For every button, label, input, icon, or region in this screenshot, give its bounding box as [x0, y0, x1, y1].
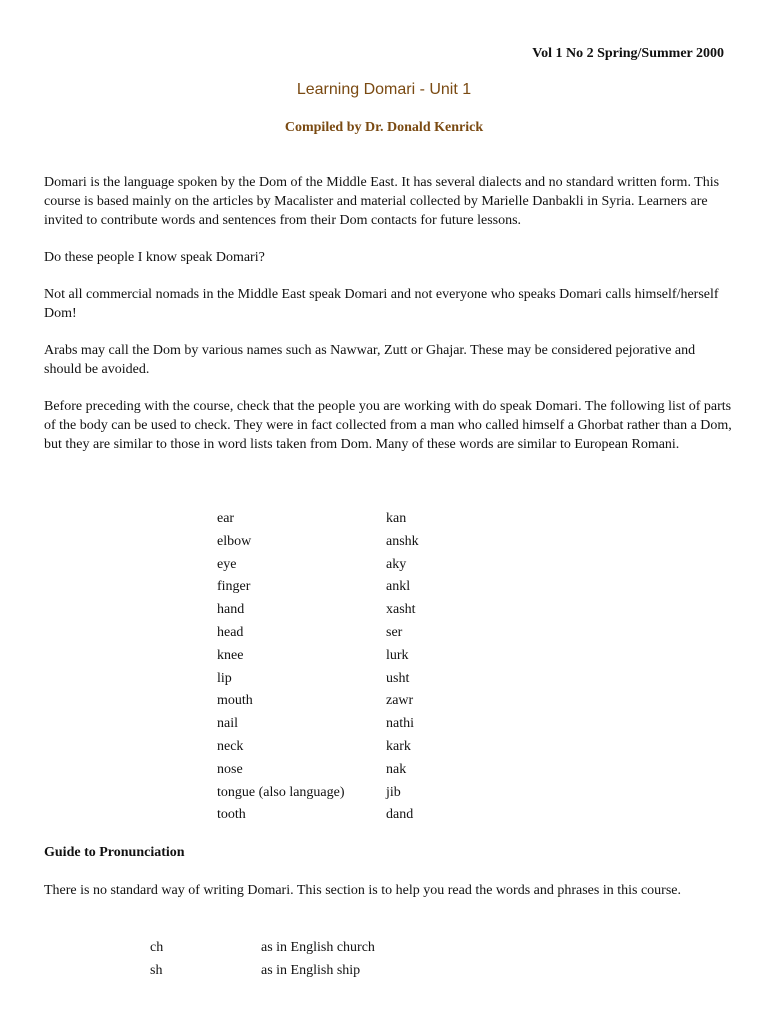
vocab-row [217, 509, 419, 532]
vocab-english: nail [217, 716, 238, 732]
vocab-english: head [217, 624, 244, 640]
vocab-row [217, 577, 419, 600]
vocab-row [217, 623, 419, 646]
paragraph-question: Do these people I know speak Domari? [44, 250, 265, 265]
vocab-domari: lurk [386, 647, 409, 663]
pronunciation-intro: There is no standard way of writing Domari. This section is to help you read the words and phrases in this course. [44, 883, 681, 898]
vocab-row [217, 714, 419, 737]
page-title: Learning Domari - Unit 1 [296, 81, 472, 98]
vocab-domari: nathi [386, 716, 414, 732]
vocab-row [217, 760, 419, 783]
vocab-domari: ankl [386, 579, 411, 595]
pronunciation-letters: ch [150, 940, 164, 955]
vocab-english: tooth [217, 807, 246, 823]
vocab-row [217, 737, 419, 760]
vocab-row [217, 691, 419, 714]
vocab-row [217, 669, 419, 692]
vocab-domari: kan [386, 511, 407, 526]
vocab-english: elbow [217, 533, 252, 549]
pronunciation-example: as in English ship [261, 962, 361, 978]
vocab-english: mouth [217, 693, 253, 709]
vocab-domari: usht [386, 670, 410, 686]
section-heading: Guide to Pronunciation [44, 845, 185, 860]
author-line: Compiled by Dr. Donald Kenrick [284, 120, 484, 135]
vocab-domari: dand [386, 807, 414, 823]
vocab-english: knee [217, 647, 244, 663]
paragraph-intro: Domari is the language spoken by the Dom of the Middle East. It has several dialects and no standard written form. This course is based mainly on the articles by Macalister and material collected by Marielle Danbakli in Syria. Learners are invited to contribute words and sentences from their Dom contacts for future lessons. [44, 175, 720, 228]
vocab-domari: jib [386, 784, 401, 800]
vocab-row [217, 646, 419, 669]
body-text [44, 173, 734, 472]
pronunciation-table [150, 938, 375, 984]
vocab-english: hand [217, 602, 245, 618]
vocab-english: finger [217, 579, 251, 595]
pronunciation-row [150, 938, 375, 961]
vocab-row [217, 600, 419, 623]
pronunciation-example: as in English church [261, 940, 375, 955]
vocabulary-table [217, 509, 419, 828]
paragraph-nomads: Not all commercial nomads in the Middle East speak Domari and not everyone who speaks Domari calls himself/herself Dom! [44, 287, 719, 321]
vocab-english: eye [217, 556, 237, 572]
vocab-english: tongue (also language) [217, 784, 345, 800]
vocab-row [217, 532, 419, 555]
vocab-domari: aky [386, 556, 407, 572]
vocab-row [217, 783, 419, 806]
pronunciation-row [150, 961, 375, 984]
vocab-domari: kark [386, 738, 411, 754]
pronunciation-letters: sh [150, 962, 163, 978]
vocab-domari: xasht [386, 602, 416, 618]
paragraph-names: Arabs may call the Dom by various names such as Nawwar, Zutt or Ghajar. These may be considered pejorative and should be avoided. [44, 343, 696, 377]
vocab-domari: ser [386, 624, 403, 640]
issue-label: Vol 1 No 2 Spring/Summer 2000 [532, 46, 724, 61]
vocab-domari: nak [386, 761, 407, 777]
vocab-english: ear [217, 511, 235, 526]
vocab-row [217, 805, 419, 828]
vocab-english: lip [217, 670, 232, 686]
vocab-domari: anshk [386, 533, 419, 549]
paragraph-check: Before preceding with the course, check that the people you are working with do speak Domari. The following list of parts of the body can be used to check. They were in fact collected from a man who called himself a Ghorbat rather than a Dom, but they are similar to those in word lists taken from Dom. Many of these words are similar to European Romani. [44, 399, 732, 452]
vocab-english: nose [217, 761, 243, 777]
vocab-domari: zawr [386, 693, 414, 709]
vocab-row [217, 555, 419, 578]
vocab-english: neck [217, 738, 244, 754]
